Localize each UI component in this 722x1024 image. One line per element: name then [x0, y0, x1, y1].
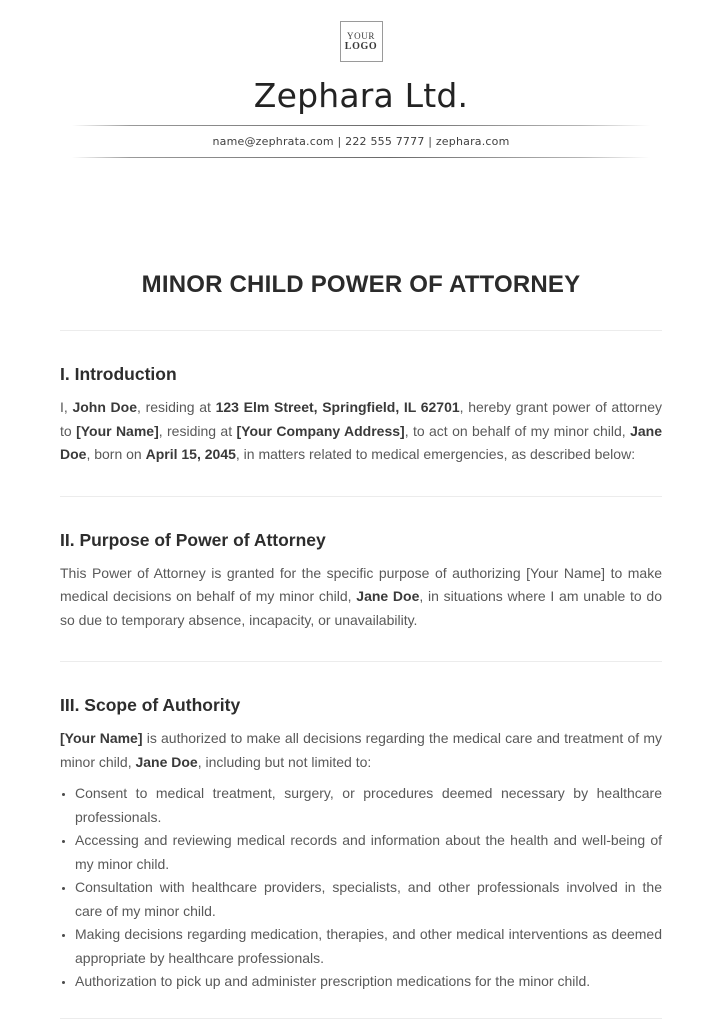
section-paragraph-introduction: I, John Doe, residing at 123 Elm Street, Springfield, IL 62701, hereby grant power of attorney to [Your Name], residing at [Your Company Address], to act on behalf of my minor child, Jane Doe, born on April 15, 2045, in matters related to medical emergencies, as described below:: [60, 399, 662, 462]
section-heading-introduction: I. Introduction: [60, 364, 177, 384]
section-purpose: [60, 530, 662, 633]
contact-info: name@zephrata.com | 222 555 7777 | zephara.com: [212, 135, 510, 148]
divider-after-scope: [60, 1018, 662, 1019]
section-heading-scope: III. Scope of Authority: [60, 695, 241, 715]
document-title: MINOR CHILD POWER OF ATTORNEY: [141, 271, 581, 298]
letterhead: [0, 0, 722, 158]
header-rule-bottom: [72, 157, 650, 158]
document-body: [0, 270, 722, 1019]
divider-after-purpose: [60, 661, 662, 662]
section-scope: [60, 695, 662, 994]
logo-text-logo: LOGO: [344, 41, 378, 52]
section-paragraph-scope: [Your Name] is authorized to make all decisions regarding the medical care and treatment of my minor child, Jane Doe, including but not limited to:: [60, 730, 662, 770]
section-heading-purpose: II. Purpose of Power of Attorney: [60, 529, 326, 550]
divider-after-introduction: [60, 496, 662, 497]
section-paragraph-purpose: This Power of Attorney is granted for the specific purpose of authorizing [Your Name] to make medical decisions on behalf of my minor child, Jane Doe, in situations where I am unable to do so due to temporary absence, incapacity, or unavailability.: [60, 564, 663, 628]
bullet-item: • Authorization to pick up and administer prescription medications for the minor child.: [75, 970, 662, 994]
logo-placeholder: [340, 21, 383, 62]
bullet-item: • Accessing and reviewing medical records and information about the health and well-being of my minor child.: [75, 829, 662, 876]
logo-text-your: YOUR: [347, 31, 375, 41]
bullet-item: • Consultation with healthcare providers, specialists, and other professionals involved in the care of my minor child.: [75, 876, 662, 923]
bullet-item: • Making decisions regarding medication, therapies, and other medical interventions as deemed appropriate by healthcare professionals.: [75, 923, 662, 970]
scope-bullet-list: [60, 782, 662, 994]
bullet-item: • Consent to medical treatment, surgery, or procedures deemed necessary by healthcare professionals.: [75, 782, 662, 829]
section-introduction: [60, 364, 662, 467]
company-name: Zephara Ltd.: [253, 76, 469, 115]
divider-after-title: [60, 330, 662, 331]
